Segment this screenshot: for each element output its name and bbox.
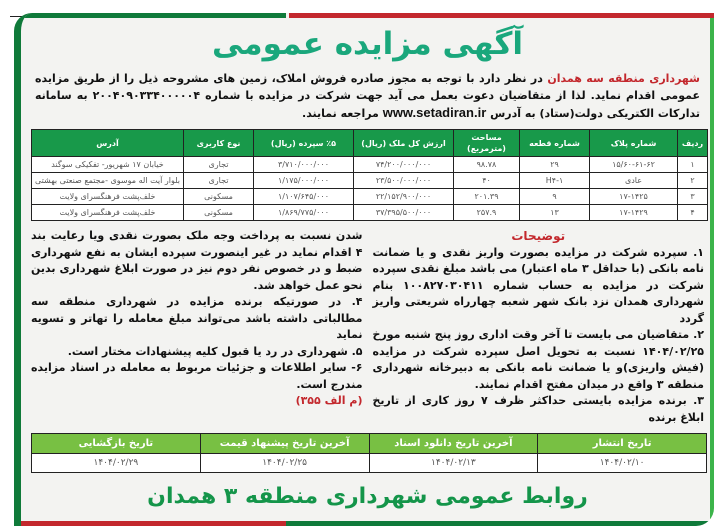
border-red-bottom (21, 521, 286, 526)
table-cell: ۱۵/۶۰-۶۱-۶۲ (590, 157, 678, 173)
note-item: شدن نسبت به پرداخت وجه ملک بصورت نقدی ویا رعایت بند ۴ اقدام نماید در غیر اینصورت سپرده ایشان به نفع شهرداری ضبط و در خصوص نفر دوم نیز در صورت ابلاغ شهرداری بدین نحو عمل خواهد شد. (31, 229, 363, 292)
table-cell: ۱/۸۶۹/۷۷۵/۰۰۰ (254, 205, 354, 221)
note-item: ۵. شهرداری در رد یا قبول کلیه پیشنهادات مختار است. (67, 344, 363, 358)
table-cell: ۲ (678, 173, 708, 189)
table-cell: تجاری (184, 157, 254, 173)
column-header: ردیف (678, 130, 708, 157)
table-cell: ۹ (520, 189, 590, 205)
property-table (31, 129, 708, 221)
org-name: شهرداری منطقه سه همدان (547, 72, 700, 85)
table-cell: ۳ (678, 189, 708, 205)
table-cell: تجاری (184, 173, 254, 189)
table-row (32, 157, 708, 173)
table-cell: ۱ (678, 157, 708, 173)
column-header: مساحت (مترمربع) (454, 130, 520, 157)
note-item: ۴. در صورتیکه برنده مزایده در شهرداری منطقه سه مطالباتی داشته باشد می‌تواند مبلغ معامله را تهاتر و تسویه نماید (31, 295, 363, 341)
table-row (32, 205, 708, 221)
column-header: شماره پلاک (590, 130, 678, 157)
intro-body: در نظر دارد با توجه به مجوز صادره فروش املاک، زمین های مشروحه ذیل را از طریق مزایده عمومی اقدام نماید. لذا از متقاضیان دعوت بعمل می آید جهت شرکت در مزایده با شماره ۲۰۰۴۰۹۰۳۳۴۰۰۰۰۰۴ به سامانه تدارکات الکتریکی دولت(ستاد) به آدرس (35, 72, 700, 120)
ad-title: آگهی مزایده عمومی (212, 26, 523, 62)
table-cell: ۴۰ (454, 173, 520, 189)
table-cell: ۲۹ (520, 157, 590, 173)
table-cell: خلف‌پشت فرهنگسرای ولایت (32, 189, 184, 205)
intro-end: مراجعه نمایند. (302, 107, 383, 120)
reference-code: (م الف ۳۵۵) (295, 394, 363, 407)
notes-left (31, 228, 363, 426)
date-header: آخرین تاریخ پیشنهاد قیمت (200, 434, 369, 454)
date-value: ۱۴۰۴/۰۲/۱۰ (538, 454, 707, 473)
date-value: ۱۴۰۴/۰۲/۲۵ (200, 454, 369, 473)
note-item: ۶- سایر اطلاعات و جزئیات مربوط به معامله در اسناد مزایده مندرج است. (31, 361, 363, 391)
table-cell: ۲۲/۱۵۲/۹۰۰/۰۰۰ (354, 189, 454, 205)
table-cell: خلف‌پشت فرهنگسرای ولایت (32, 205, 184, 221)
date-header: تاریخ بازگشایی (32, 434, 201, 454)
notes (31, 228, 704, 426)
table-cell: ۱۷-۱۴۲۵ (590, 189, 678, 205)
note-item: ۳. برنده مزایده بایستی حداکثر ظرف ۷ روز کاری از تاریخ ابلاغ برنده (372, 394, 704, 424)
table-cell: ۳/۷۱۰/۰۰۰/۰۰۰ (254, 157, 354, 173)
dates-table (31, 433, 707, 473)
table-row (32, 173, 708, 189)
table-cell: ۱/۱۷۵/۰۰۰/۰۰۰ (254, 173, 354, 189)
date-value: ۱۴۰۴/۰۲/۲۹ (32, 454, 201, 473)
table-row (32, 189, 708, 205)
auction-ad (14, 13, 714, 526)
date-header: تاریخ انتشار (538, 434, 707, 454)
border-green-bottom (286, 521, 714, 526)
table-cell: ۱/۱۰۷/۶۴۵/۰۰۰ (254, 189, 354, 205)
border-red (289, 13, 714, 18)
footer-signature: روابط عمومی شهرداری منطقه ۳ همدان (147, 484, 588, 509)
table-cell: ۲۰۱.۳۹ (454, 189, 520, 205)
table-cell: عادی (590, 173, 678, 189)
date-value: ۱۴۰۴/۰۲/۱۳ (369, 454, 538, 473)
table-cell: بلوار آیت اله موسوی -مجتمع صنعتی بهشتی (32, 173, 184, 189)
note-item: ۱. سپرده شرکت در مزایده بصورت واریز نقدی و یا ضمانت نامه بانکی (با حداقل ۳ ماه اعتبار) می باشد مبلغ نقدی سپرده شرکت در مزایده به حساب شماره ۱۰۰۸۲۷۰۳۰۴۱۱ بنام شهرداری همدان نزد بانک شهر شعبه چهارراه شریعتی واریز گردد (372, 245, 704, 325)
table-cell: مسکونی (184, 205, 254, 221)
column-header: ارزش کل ملک (ریال) (354, 130, 454, 157)
intro-text (31, 70, 704, 122)
date-header: آخرین تاریخ دانلود اسناد (369, 434, 538, 454)
column-header: آدرس (32, 130, 184, 157)
table-cell: H۴-۱ (520, 173, 590, 189)
table-cell: ۱۳ (520, 205, 590, 221)
table-cell: ۹۸.۷۸ (454, 157, 520, 173)
table-cell: ۳۷/۳۹۵/۵۰۰/۰۰۰ (354, 205, 454, 221)
column-header: نوع کاربری (184, 130, 254, 157)
table-cell: ۷۴/۲۰۰/۰۰۰/۰۰۰ (354, 157, 454, 173)
notes-right (373, 228, 705, 426)
column-header: شماره قطعه (520, 130, 590, 157)
note-item: ۲. متقاضیان می بایست تا آخر وقت اداری روز پنج شنبه مورخ ۱۴۰۴/۰۲/۲۵ نسبت به تحویل اصل سپرده شرکت در مزایده (فیش واریزی)و یا ضمانت نامه بانکی به دبیرخانه شهرداری منطقه ۳ واقع در میدان مفتح اقدام نمایند. (372, 328, 704, 391)
table-cell: ۴ (678, 205, 708, 221)
border-green (21, 13, 286, 18)
table-cell: ۲۵۷.۹ (454, 205, 520, 221)
seta-url[interactable]: www.setadiran.ir (382, 105, 487, 120)
table-cell: ۲۳/۵۰۰/۰۰۰/۰۰۰ (354, 173, 454, 189)
column-header: ٪۵ سپرده (ریال) (254, 130, 354, 157)
table-cell: ۱۷-۱۴۲۹ (590, 205, 678, 221)
notes-heading: توضیحات (511, 229, 566, 243)
table-cell: مسکونی (184, 189, 254, 205)
table-cell: خیابان ۱۷ شهریور- تفکیکی سوگند (32, 157, 184, 173)
border-right (710, 18, 714, 521)
